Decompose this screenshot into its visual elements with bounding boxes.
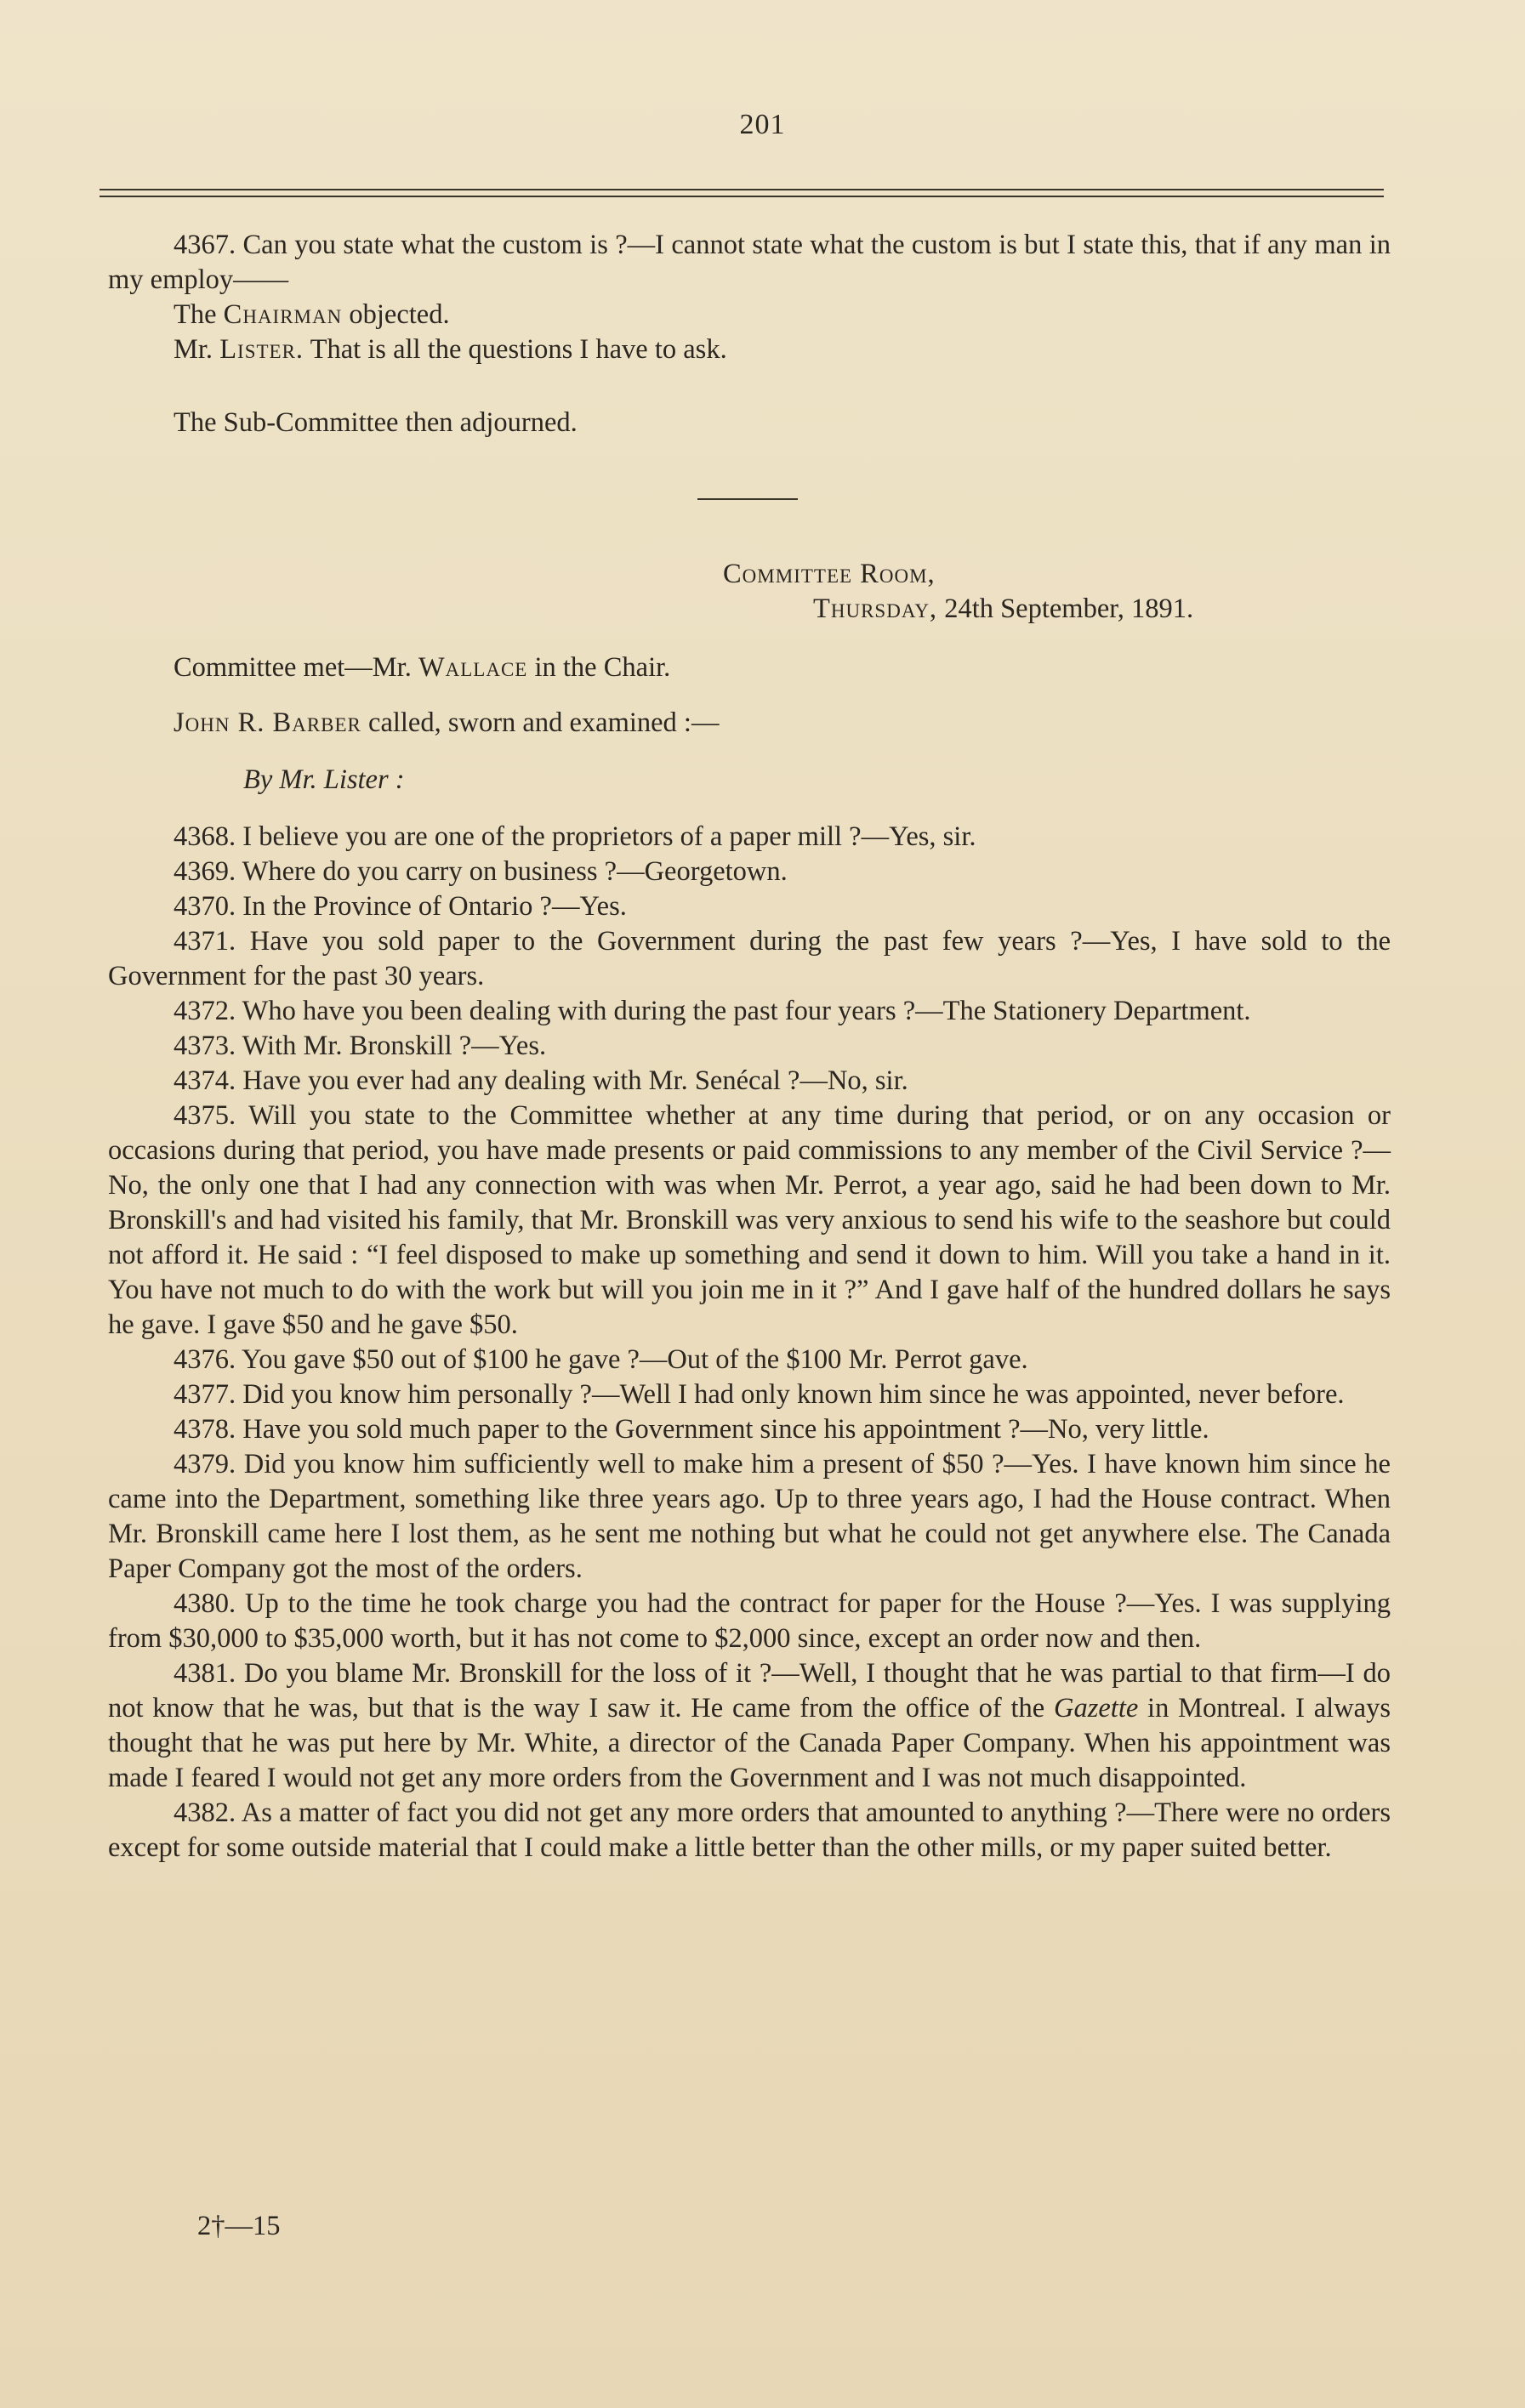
question-4369: 4369. Where do you carry on business ?—Georgetown.: [174, 856, 788, 887]
page-number: 201: [739, 109, 786, 140]
testimony-block: [108, 820, 1391, 1866]
lister-name: Lister.: [219, 334, 304, 365]
question-4376: 4376. You gave $50 out of $100 he gave ?—Out of the $100 Mr. Perrot gave.: [174, 1344, 1028, 1375]
question-4375: 4375. Will you state to the Committee whether at any time during that period, or on any occasion or occasions during that period, you have made presents or paid commissions to any member of the Civil Service ?—No, the only one that I had any connection with was when Mr. Perrot, a year ago, said he had been down to Mr. Bronskill's and had visited his family, that Mr. Bronskill was very anxious to send his wife to the seashore but could not afford it. He said : “I feel disposed to make up something and send it down to him. Will you take a hand in it. You have not much to do with the work but will you join me in it ?” And I gave half of the hundred dollars he says he gave. I gave $50 and he gave $50.: [108, 1100, 1391, 1340]
gazette-title: Gazette: [1054, 1693, 1139, 1724]
committee-room: Committee Room,: [723, 559, 936, 589]
witness-line: John R. Barber called, sworn and examined :—: [174, 707, 720, 738]
lister-line: Mr. Lister. That is all the questions I have to ask.: [174, 334, 727, 365]
question-4374: 4374. Have you ever had any dealing with Mr. Senécal ?—No, sir.: [174, 1065, 908, 1096]
question-4381: 4381. Do you blame Mr. Bronskill for the loss of it ?—Well, I thought that he was partial to that firm—I do not know that he was, but that is the way I saw it. He came from the office of the Gazette in Montreal. I always thought that he was put here by Mr. White, a director of the Canada Paper Company. When his appointment was made I feared I would not get any more orders from the Government and I was not much disappointed.: [108, 1658, 1391, 1793]
question-4372: 4372. Who have you been dealing with during the past four years ?—The Stationery Department.: [174, 996, 1251, 1026]
opening-block: [108, 228, 1391, 367]
header-rule-top: [100, 189, 1384, 190]
header-rule-bottom: [100, 196, 1384, 197]
chairman-line: The Chairman objected.: [174, 299, 450, 330]
section-divider: [697, 498, 798, 500]
question-4379: 4379. Did you know him sufficiently well to make him a present of $50 ?—Yes. I have known him since he came into the Department, something like three years ago. Up to three years ago, I had the House contract. When Mr. Bronskill came here I lost them, as he sent me nothing but what he could not get anywhere else. The Canada Paper Company got the most of the orders.: [108, 1449, 1391, 1584]
examiner-line: By Mr. Lister :: [243, 764, 405, 795]
adjourned-line: The Sub-Committee then adjourned.: [174, 407, 578, 438]
question-4380: 4380. Up to the time he took charge you had the contract for paper for the House ?—Yes. I was supplying from $30,000 to $35,000 worth, but it has not come to $2,000 since, except an order now and then.: [108, 1588, 1391, 1654]
question-4382: 4382. As a matter of fact you did not get any more orders that amounted to anything ?—There were no orders except for some outside material that I could make a little better than the other mills, or my paper suited better.: [108, 1797, 1391, 1863]
committee-met-line: Committee met—Mr. Wallace in the Chair.: [174, 652, 671, 683]
question-4373: 4373. With Mr. Bronskill ?—Yes.: [174, 1031, 547, 1061]
question-4370: 4370. In the Province of Ontario ?—Yes.: [174, 891, 627, 922]
printer-signature: 2†—15: [197, 2211, 281, 2241]
question-4378: 4378. Have you sold much paper to the Government since his appointment ?—No, very little.: [174, 1414, 1209, 1445]
chairman-name: Chairman: [223, 299, 343, 330]
question-4368: 4368. I believe you are one of the proprietors of a paper mill ?—Yes, sir.: [174, 821, 976, 852]
question-4371: 4371. Have you sold paper to the Government during the past few years ?—Yes, I have sold to the Government for the past 30 years.: [108, 926, 1391, 991]
question-4377: 4377. Did you know him personally ?—Well I had only known him since he was appointed, never before.: [174, 1379, 1345, 1410]
question-4367: 4367. Can you state what the custom is ?—I cannot state what the custom is but I state this, that if any man in my employ——: [108, 230, 1391, 295]
meeting-date: Thursday, 24th September, 1891.: [813, 593, 1194, 624]
